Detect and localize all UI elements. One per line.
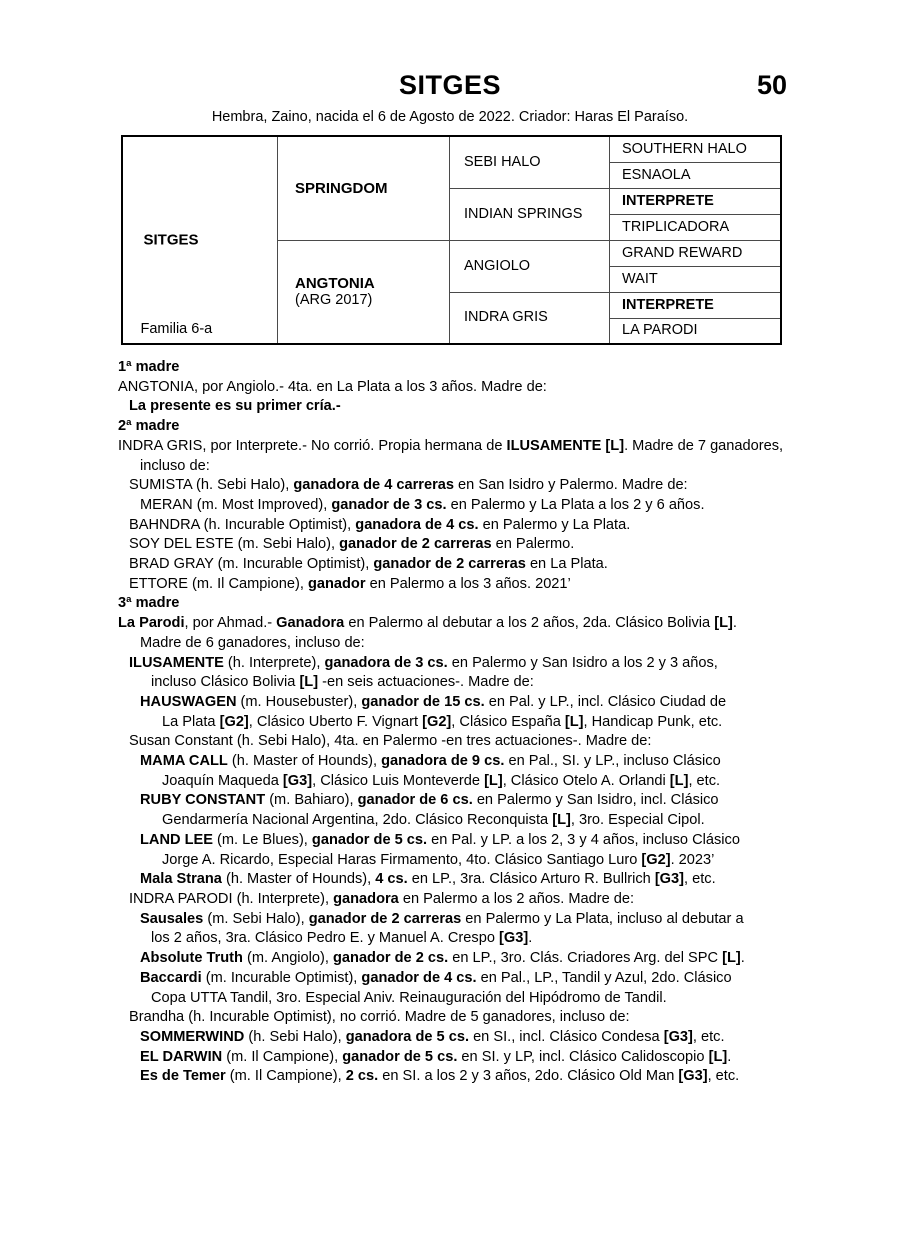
text-run: La Plata <box>162 713 220 730</box>
text-run: (m. Housebuster), <box>236 693 362 710</box>
text-run-bold: RUBY CONSTANT <box>140 792 266 809</box>
text-run-bold: ILUSAMENTE [L] <box>506 437 625 454</box>
dam-year: (ARG 2017) <box>295 291 373 308</box>
progeny-entry: Brandha (h. Incurable Optimist), no corrió. Madre de 5 ganadores, incluso de: <box>129 1009 630 1026</box>
progeny-entry <box>140 969 785 989</box>
pedigree-gen3-cell: LA PARODI <box>610 318 781 344</box>
section-heading-2a-madre: 2ª madre <box>118 418 180 435</box>
text-run: , etc. <box>688 772 721 789</box>
text-run-bold: ILUSAMENTE <box>129 654 224 671</box>
third-dam-description <box>118 614 785 634</box>
text-run: en Palermo y La Plata, incluso al debutar a <box>461 910 744 927</box>
text-run-bold: Baccardi <box>140 969 202 986</box>
text-run: BRAD GRAY (m. Incurable Optimist), <box>129 556 374 573</box>
text-run-bold: LAND LEE <box>140 831 213 848</box>
text-run: . 2023’ <box>670 851 715 868</box>
text-run-bold: La Parodi <box>118 615 185 632</box>
text-run: -en seis actuaciones-. Madre de: <box>318 674 534 691</box>
text-run: (m. Le Blues), <box>212 831 312 848</box>
pedigree-self-cell <box>122 136 278 344</box>
pedigree-table-wrapper <box>121 135 780 345</box>
text-run-bold: MAMA CALL <box>140 753 228 770</box>
text-run: SUMISTA (h. Sebi Halo), <box>129 477 294 494</box>
text-run: en SI., incl. Clásico Condesa <box>469 1028 664 1045</box>
pedigree-gen3-cell: INTERPRETE <box>610 292 781 318</box>
progeny-entry <box>140 870 785 890</box>
text-run: (h. Master of Hounds), <box>221 871 376 888</box>
sire-cell <box>278 136 450 240</box>
text-run-bold: [G3] <box>282 772 313 789</box>
text-run: en Palermo y San Isidro, incl. Clásico <box>472 792 719 809</box>
text-run: . <box>528 930 533 947</box>
progeny-entry <box>129 516 785 536</box>
text-run-bold: 2 cs. <box>345 1068 379 1085</box>
text-run-bold: [L] <box>722 950 741 967</box>
pedigree-gen3-cell: ESNAOLA <box>610 162 781 188</box>
text-run-bold: [G3] <box>678 1068 708 1085</box>
text-run-bold: [L] <box>484 772 503 789</box>
text-run: , Clásico Otelo A. Orlandi <box>502 772 670 789</box>
progeny-entry-cont <box>151 673 785 693</box>
text-run: en Pal., LP., Tandil y Azul, 2do. Clásico <box>476 969 732 986</box>
text-run: en SI. a los 2 y 3 años, 2do. Clásico Old Man <box>378 1068 679 1085</box>
progeny-entry <box>129 476 785 496</box>
text-run: incluso Clásico Bolivia <box>151 674 300 691</box>
page-number: 50 <box>756 70 787 100</box>
text-run-bold: ganadora de 3 cs. <box>324 654 448 671</box>
third-dam-description-cont: Madre de 6 ganadores, incluso de: <box>140 634 365 651</box>
text-run: Jorge A. Ricardo, Especial Haras Firmamento, 4to. Clásico Santiago Luro <box>162 851 642 868</box>
text-run: en Pal. y LP. a los 2, 3 y 4 años, incluso Clásico <box>427 831 740 848</box>
text-run-bold: ganador de 5 cs. <box>342 1048 458 1065</box>
progeny-entry-cont <box>162 811 785 831</box>
text-run-bold: ganador de 2 carreras <box>373 556 526 573</box>
text-run: en LP., 3ro. Clás. Criadores Arg. del SPC <box>448 950 723 967</box>
text-run-bold: [L] <box>299 674 319 691</box>
pedigree-narrative <box>0 358 900 1087</box>
text-run: (m. Incurable Optimist), <box>201 969 362 986</box>
text-run-bold: ganadora de 5 cs. <box>345 1028 470 1045</box>
progeny-entry <box>129 555 785 575</box>
section-heading-1a-madre: 1ª madre <box>118 359 180 375</box>
progeny-entry <box>140 1028 785 1048</box>
text-run-bold: [G2] <box>219 713 249 730</box>
text-run-bold: ganador de 2 cs. <box>333 950 449 967</box>
text-run: (m. Il Campione), <box>222 1048 343 1065</box>
text-run: (h. Master of Hounds), <box>227 753 382 770</box>
text-run: en Palermo. <box>491 536 575 553</box>
progeny-entry <box>129 575 785 595</box>
text-run: , etc. <box>707 1068 740 1085</box>
text-run-bold: [G2] <box>641 851 671 868</box>
progeny-entry <box>140 1048 785 1068</box>
text-run: . <box>732 615 737 632</box>
text-run: Joaquín Maqueda <box>162 772 283 789</box>
text-run-bold: ganador de 2 carreras <box>308 910 462 927</box>
progeny-entry <box>129 535 785 555</box>
pedigree-gen3-cell: INTERPRETE <box>610 188 781 214</box>
text-run: en Palermo a los 3 años. 2021’ <box>365 575 571 592</box>
text-run: , 3ro. Especial Cipol. <box>570 812 705 829</box>
text-run: . Madre de 7 ganadores, incluso de: <box>140 437 784 474</box>
text-run-bold: [L] <box>564 713 584 730</box>
page-header <box>0 70 900 104</box>
second-dam-description <box>118 437 785 476</box>
progeny-entry <box>129 890 785 910</box>
progeny-entry-cont <box>151 929 785 949</box>
text-run-bold: ganador de 4 cs. <box>361 969 477 986</box>
text-run: en San Isidro y Palermo. Madre de: <box>454 477 688 494</box>
sire-name: SPRINGDOM <box>295 179 388 197</box>
page-title: SITGES <box>398 70 502 100</box>
text-run: en Palermo y La Plata a los 2 y 6 años. <box>446 496 705 513</box>
pedigree-gen3-cell: WAIT <box>610 266 781 292</box>
progeny-entry <box>140 1067 785 1087</box>
progeny-entry <box>140 949 785 969</box>
text-run: en Palermo a los 2 años. Madre de: <box>398 890 635 907</box>
text-run: ETTORE (m. Il Campione), <box>129 575 308 592</box>
text-run: en Pal., SI. y LP., incluso Clásico <box>504 753 721 770</box>
text-run: , por Ahmad.- <box>184 615 277 632</box>
catalog-page <box>0 70 900 1235</box>
progeny-entry-cont <box>162 772 785 792</box>
text-run: los 2 años, 3ra. Clásico Pedro E. y Manuel A. Crespo <box>151 930 499 947</box>
text-run-bold: EL DARWIN <box>140 1048 223 1065</box>
text-run: (m. Bahiaro), <box>265 792 358 809</box>
progeny-entry <box>140 752 785 772</box>
first-foal-note <box>129 397 785 417</box>
text-run-bold: [L] <box>708 1048 728 1065</box>
progeny-entry <box>140 693 785 713</box>
text-run-bold: Mala Strana <box>140 871 222 888</box>
text-run: , Clásico Luis Monteverde <box>312 772 485 789</box>
text-run: , Clásico Uberto F. Vignart <box>248 713 423 730</box>
text-run: en SI. y LP, incl. Clásico Calidoscopio <box>457 1048 709 1065</box>
text-run: en Pal. y LP., incl. Clásico Ciudad de <box>484 693 727 710</box>
text-run-bold: ganadora de 9 cs. <box>381 753 505 770</box>
text-run: INDRA GRIS, por Interprete.- No corrió. Propia hermana de <box>118 437 507 454</box>
text-run-bold: 4 cs. <box>375 871 408 888</box>
text-run: , etc. <box>692 1028 725 1045</box>
dam-cell <box>278 240 450 344</box>
progeny-entry-cont: Copa UTTA Tandil, 3ro. Especial Aniv. Reinauguración del Hipódromo de Tandil. <box>151 989 667 1006</box>
text-run: en La Plata. <box>525 556 608 573</box>
text-run: en Palermo al debutar a los 2 años, 2da. Clásico Bolivia <box>344 615 715 632</box>
pedigree-gen3-cell: GRAND REWARD <box>610 240 781 266</box>
text-run-bold: [L] <box>714 615 733 632</box>
text-run-bold: ganador de 6 cs. <box>357 792 473 809</box>
progeny-entry <box>140 496 785 516</box>
text-run: (m. Sebi Halo), <box>203 910 309 927</box>
text-run-bold: ganadora <box>333 890 399 907</box>
progeny-entry-cont <box>162 851 785 871</box>
text-run: , Handicap Punk, etc. <box>583 713 723 730</box>
text-run: en Palermo y San Isidro a los 2 y 3 años, <box>447 654 718 671</box>
text-run: SOY DEL ESTE (m. Sebi Halo), <box>129 536 340 553</box>
progeny-entry <box>140 831 785 851</box>
text-run-bold: [L] <box>552 812 571 829</box>
text-run: Gendarmería Nacional Argentina, 2do. Clásico Reconquista <box>162 812 553 829</box>
text-run-bold: [G3] <box>663 1028 693 1045</box>
text-run: , etc. <box>684 871 716 888</box>
text-run: (h. Sebi Halo), <box>244 1028 346 1045</box>
text-run: (h. Interprete), <box>223 654 325 671</box>
table-row <box>122 136 781 162</box>
section-heading-3a-madre: 3ª madre <box>118 595 180 612</box>
progeny-entry: Susan Constant (h. Sebi Halo), 4ta. en Palermo -en tres actuaciones-. Madre de: <box>129 733 652 750</box>
first-foal-text: La presente es su primer cría.- <box>129 398 341 415</box>
text-run-bold: Ganadora <box>276 615 345 632</box>
progeny-entry <box>140 910 785 930</box>
progeny-entry-cont <box>162 713 785 733</box>
dam-sire-cell: ANGIOLO <box>450 240 610 292</box>
text-run-bold: ganador de 3 cs. <box>331 496 447 513</box>
subject-description: Hembra, Zaino, nacida el 6 de Agosto de 2022. Criador: Haras El Paraíso. <box>211 109 689 125</box>
pedigree-gen3-cell: SOUTHERN HALO <box>610 136 781 162</box>
text-run: INDRA PARODI (h. Interprete), <box>129 890 334 907</box>
text-run-bold: ganador <box>307 575 366 592</box>
text-run-bold: HAUSWAGEN <box>140 693 237 710</box>
text-run: en LP., 3ra. Clásico Arturo R. Bullrich <box>407 871 655 888</box>
text-run: (m. Il Campione), <box>225 1068 346 1085</box>
text-run: . <box>727 1048 732 1065</box>
pedigree-gen3-cell: TRIPLICADORA <box>610 214 781 240</box>
text-run-bold: ganador de 15 cs. <box>361 693 485 710</box>
dam-name: ANGTONIA <box>295 274 375 292</box>
text-run-bold: [G3] <box>654 871 684 888</box>
text-run: en Palermo y La Plata. <box>478 516 631 533</box>
text-run-bold: ganadora de 4 carreras <box>293 477 454 494</box>
family-line-label: Familia 6-a <box>140 321 213 337</box>
text-run-bold: [G2] <box>422 713 452 730</box>
sire-sire-cell: SEBI HALO <box>450 136 610 188</box>
progeny-entry <box>129 654 785 674</box>
text-run-bold: ganadora de 4 cs. <box>355 516 479 533</box>
text-run: . <box>740 950 745 967</box>
pedigree-table <box>121 135 782 345</box>
text-run-bold: ganador de 2 carreras <box>339 536 492 553</box>
text-run-bold: [L] <box>669 772 689 789</box>
dam-dam-cell: INDRA GRIS <box>450 292 610 344</box>
text-run-bold: Es de Temer <box>140 1068 226 1085</box>
text-run-bold: ganador de 5 cs. <box>311 831 428 848</box>
sire-dam-cell: INDIAN SPRINGS <box>450 188 610 240</box>
text-run: (m. Angiolo), <box>242 950 333 967</box>
text-run: , Clásico España <box>451 713 565 730</box>
progeny-entry <box>140 791 785 811</box>
text-run-bold: [G3] <box>499 930 529 947</box>
text-run-bold: Sausales <box>140 910 204 927</box>
text-run-bold: Absolute Truth <box>140 950 243 967</box>
dam-description-line: ANGTONIA, por Angiolo.- 4ta. en La Plata a los 3 años. Madre de: <box>118 378 547 395</box>
text-run-bold: SOMMERWIND <box>140 1028 245 1045</box>
text-run: BAHNDRA (h. Incurable Optimist), <box>129 516 356 533</box>
text-run: MERAN (m. Most Improved), <box>140 496 332 513</box>
self-horse-name: SITGES <box>143 231 199 249</box>
